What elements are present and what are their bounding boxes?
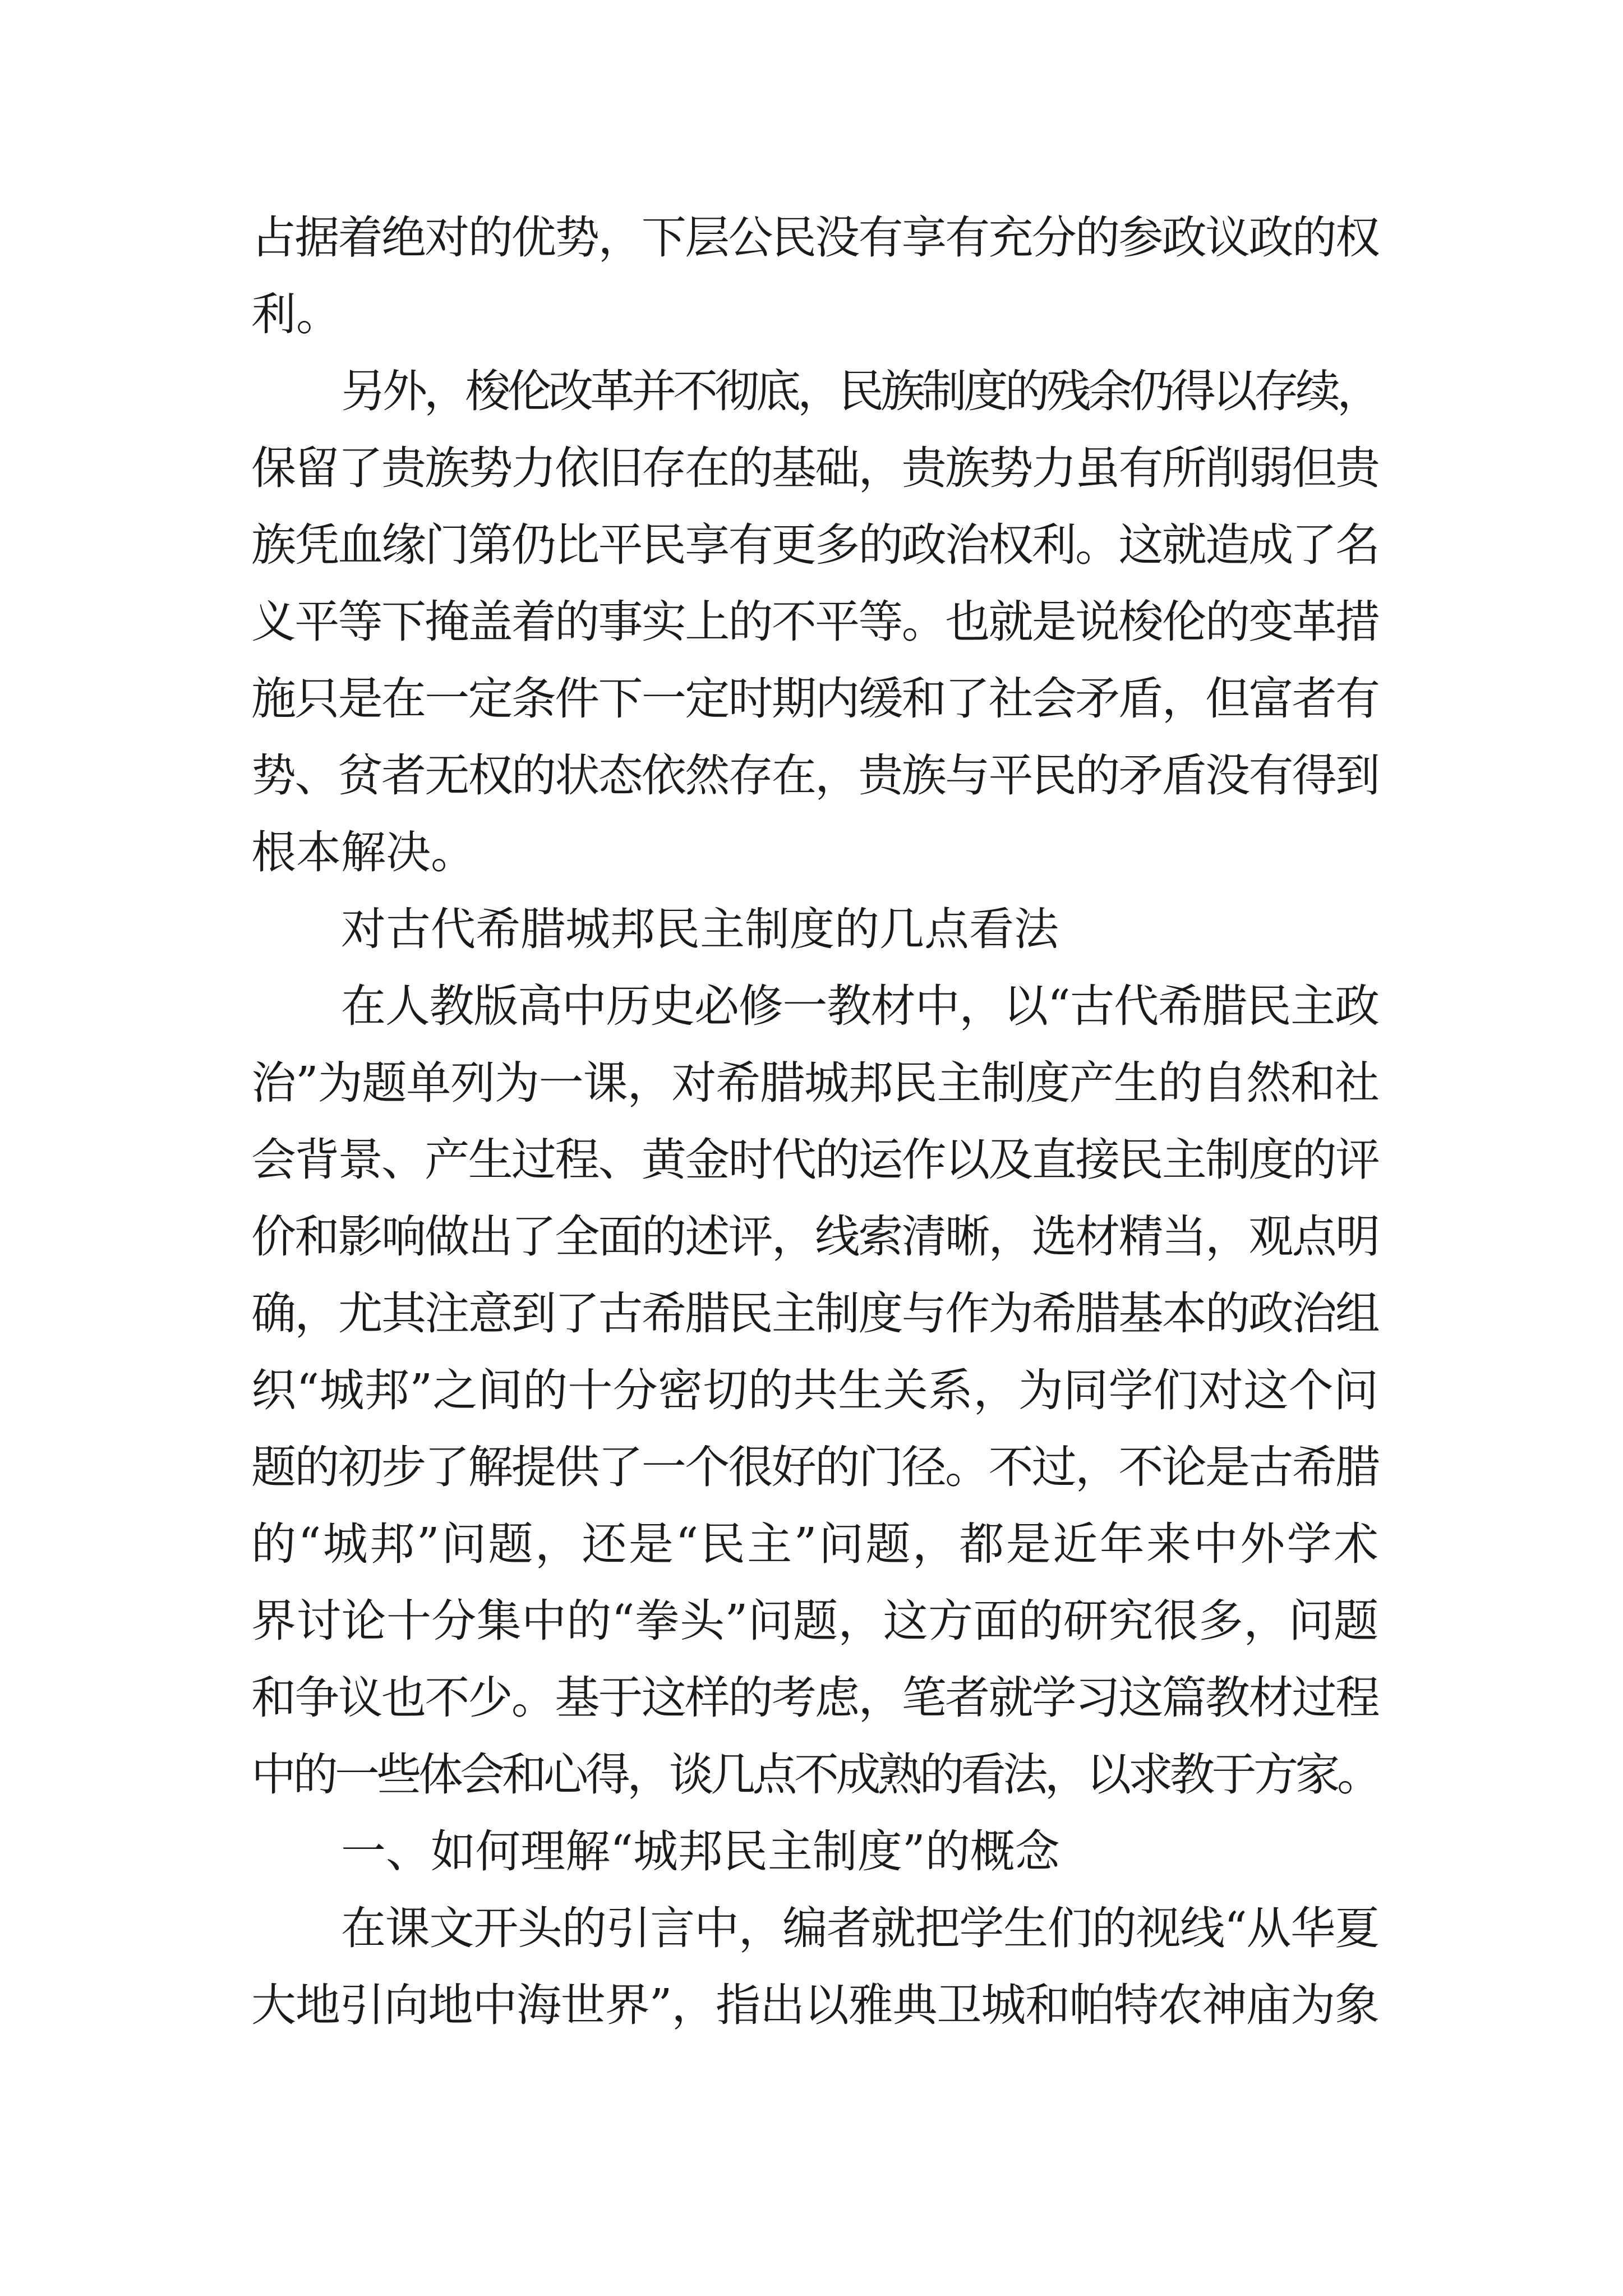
section-title: 对古代希腊城邦民主制度的几点看法 [341,903,1059,955]
paragraph-first-line: 另外，梭伦改革并不彻底，民族制度的残余仍得以存续， [341,365,1378,417]
document-body [251,199,1378,2044]
text-line: 界讨论十分集中的“拳头”问题，这方面的研究很多，问题 [251,1595,1378,1647]
text-line: 占据着绝对的优势，下层公民没有享有充分的参政议政的权 [251,211,1378,264]
text-line: 大地引向地中海世界”，指出以雅典卫城和帕特农神庙为象 [251,1979,1378,2031]
text-line: 的“城邦”问题，还是“民主”问题，都是近年来中外学术 [251,1518,1378,1570]
text-line: 势、贫者无权的状态依然存在，贵族与平民的矛盾没有得到 [251,749,1378,802]
text-line: 族凭血缘门第仍比平民享有更多的政治权利。这就造成了名 [251,519,1378,571]
text-line: 织“城邦”之间的十分密切的共生关系，为同学们对这个问 [251,1364,1378,1416]
subsection-heading: 一、如何理解“城邦民主制度”的概念 [341,1825,1060,1878]
text-line: 施只是在一定条件下一定时期内缓和了社会矛盾，但富者有 [251,673,1378,725]
text-line: 保留了贵族势力依旧存在的基础，贵族势力虽有所削弱但贵 [251,442,1378,494]
text-line: 根本解决。 [251,826,476,878]
text-line: 确，尤其注意到了古希腊民主制度与作为希腊基本的政治组 [251,1287,1378,1340]
text-line: 和争议也不少。基于这样的考虑，笔者就学习这篇教材过程 [251,1672,1378,1724]
text-line: 利。 [251,288,341,341]
text-line: 义平等下掩盖着的事实上的不平等。也就是说梭伦的变革措 [251,596,1378,648]
text-line: 题的初步了解提供了一个很好的门径。不过，不论是古希腊 [251,1441,1378,1493]
paragraph-first-line: 在课文开头的引言中，编者就把学生们的视线“从华夏 [341,1902,1378,1954]
text-line: 价和影响做出了全面的述评，线索清晰，选材精当，观点明 [251,1211,1378,1263]
paragraph-first-line: 在人教版高中历史必修一教材中，以“古代希腊民主政 [341,980,1378,1032]
text-line: 治”为题单列为一课，对希腊城邦民主制度产生的自然和社 [251,1057,1378,1109]
text-line: 会背景、产生过程、黄金时代的运作以及直接民主制度的评 [251,1134,1378,1186]
text-line: 中的一些体会和心得，谈几点不成熟的看法，以求教于方家。 [251,1749,1378,1801]
